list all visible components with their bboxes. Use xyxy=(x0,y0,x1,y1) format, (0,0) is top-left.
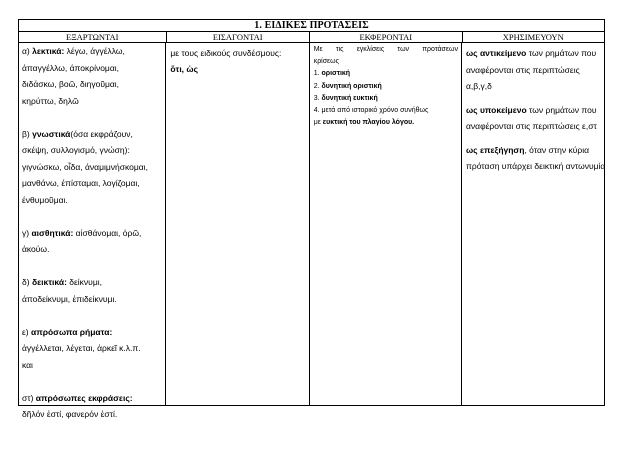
cat-b-line xyxy=(22,126,162,143)
item-number: 2. xyxy=(313,82,322,90)
function-apposition xyxy=(466,142,601,159)
cat-a-text: λέγω, άγγέλλω, xyxy=(64,46,125,56)
cat-a-prefix: α) xyxy=(22,46,33,56)
intro-word: προτάσεων xyxy=(422,46,458,53)
cat-b-line2: σκέψη, συλλογισμό, γνώση): xyxy=(22,145,130,155)
cat-c-title: αισθητικά: xyxy=(31,227,74,238)
cat-f-line1: δῆλόν ἐστί, φανερόν ἐστί. xyxy=(22,409,118,419)
moods-intro xyxy=(314,44,458,56)
cat-d-prefix: δ) xyxy=(22,277,32,287)
intro-word: εγκλίσεις xyxy=(356,46,385,53)
intro-word: των xyxy=(397,46,410,53)
header-express: ΕΚΦΕΡΟΝΤΑΙ xyxy=(310,32,462,42)
cat-e-line2: και xyxy=(22,359,33,370)
cat-e-line1: ἀγγέλλεται, λέγεται, ἀρκεῖ κ.λ.π. xyxy=(22,343,141,353)
grammar-table xyxy=(18,19,606,419)
header-row xyxy=(19,32,604,43)
cat-b-title: γνωστικά xyxy=(32,128,71,139)
function-title: ως υποκείμενο xyxy=(466,104,527,115)
intro-word: τις xyxy=(335,46,344,53)
cat-d-line2: ἀποδείκνυμι, ἐπιδείκνυμι. xyxy=(22,293,117,304)
cat-c-line xyxy=(22,225,162,242)
item-number: 1. xyxy=(313,70,322,78)
function-subject xyxy=(466,102,601,119)
cat-a-line xyxy=(22,43,162,60)
mood-name: δυνητική ευκτική xyxy=(321,94,378,102)
cat-f-line xyxy=(22,390,162,407)
mood-name: ευκτική του πλαγίου λόγου. xyxy=(322,119,415,127)
cat-c-line2: ἀκούω. xyxy=(22,244,50,254)
mood-name: δυνητική οριστική xyxy=(321,82,382,90)
function-text: , όταν στην κύρια xyxy=(524,144,590,155)
conjunctions-list: ὅτι, ὡς xyxy=(170,64,198,74)
item-text: με xyxy=(313,119,323,127)
header-introduce: ΕΙΣΑΓΟΝΤΑΙ xyxy=(167,32,311,42)
mood-name: οριστική xyxy=(321,70,351,78)
cat-d-title: δεικτικά: xyxy=(31,277,67,287)
mood-item-1 xyxy=(314,68,458,80)
cat-c-prefix: γ) xyxy=(22,227,32,238)
intro-word: Με xyxy=(313,46,323,53)
cat-a-line2: άπαγγέλλω, άποκρίνομαι, xyxy=(22,62,119,73)
cat-b-line4: μανθάνω, έπίσταμαι, λογίζομαι, xyxy=(22,178,140,188)
cat-b-line5: ένθυμοῦμαι. xyxy=(22,194,68,205)
column-depend xyxy=(19,43,166,419)
function-object xyxy=(466,45,601,62)
function-object-line3: α,β,γ,δ xyxy=(466,81,492,91)
column-function xyxy=(462,43,604,406)
cat-c-text: αἰσθάνομαι, ὁρῶ, xyxy=(73,227,142,238)
mood-item-2 xyxy=(314,81,458,93)
function-text: των ρημάτων που xyxy=(526,48,597,58)
body-row xyxy=(19,43,606,419)
cat-e-prefix: ε) xyxy=(22,326,31,337)
mood-item-4: 4. μετά από ιστορικό χρόνο συνήθως xyxy=(313,107,429,115)
cat-d-line xyxy=(22,274,162,291)
cat-f-prefix: στ) xyxy=(22,392,36,403)
cat-b-prefix: β) xyxy=(22,128,33,139)
cat-a-title: λεκτικά: xyxy=(32,46,65,56)
item-number: 3. xyxy=(313,94,322,102)
function-subject-line2: αναφέρονται στις περιπτώσεις ε,στ xyxy=(466,121,597,131)
cat-e-line xyxy=(22,324,162,341)
cat-a-line3: διδάσκω, βοῶ, διηγοῦμαι, xyxy=(22,79,120,89)
column-express xyxy=(310,43,462,406)
function-apposition-line2: πρόταση υπάρχει δεικτική αντωνυμία xyxy=(466,161,606,171)
cat-b-text: (όσα εκφράζουν, xyxy=(70,128,133,139)
function-title: ως αντικείμενο xyxy=(466,48,527,58)
function-title: ως επεξήγηση xyxy=(466,144,525,155)
function-text: των ρημάτων που xyxy=(526,104,597,115)
moods-intro-line2: κρίσεως xyxy=(313,58,340,66)
header-function: ΧΡΗΣΙΜΕΥΟΥΝ xyxy=(502,32,564,42)
verb-categories xyxy=(19,43,165,423)
mood-item-4-line2 xyxy=(314,117,458,129)
cat-f-title: απρόσωπες εκφράσεις: xyxy=(35,392,133,403)
conjunctions-label: με τους ειδικούς συνδέσμους: xyxy=(170,48,282,58)
cat-e-title: απρόσωπα ρήματα: xyxy=(30,326,113,337)
table-title: 1. ΕΙΔΙΚΕΣ ΠΡΟΤΑΣΕΙΣ xyxy=(19,20,604,32)
header-depend: ΕΞΑΡΤΩΝΤΑΙ xyxy=(19,32,167,42)
cat-b-line3: γιγνώσκω, οἶδα, άναμιμνήσκομαι, xyxy=(22,161,148,172)
function-object-line2: αναφέρονται στις περιπτώσεις xyxy=(466,64,580,75)
mood-item-3 xyxy=(314,93,458,105)
cat-a-line4: κηρύττω, δηλῶ xyxy=(22,95,79,106)
column-introduce xyxy=(166,43,309,406)
cat-d-text: δείκνυμι, xyxy=(66,277,102,287)
